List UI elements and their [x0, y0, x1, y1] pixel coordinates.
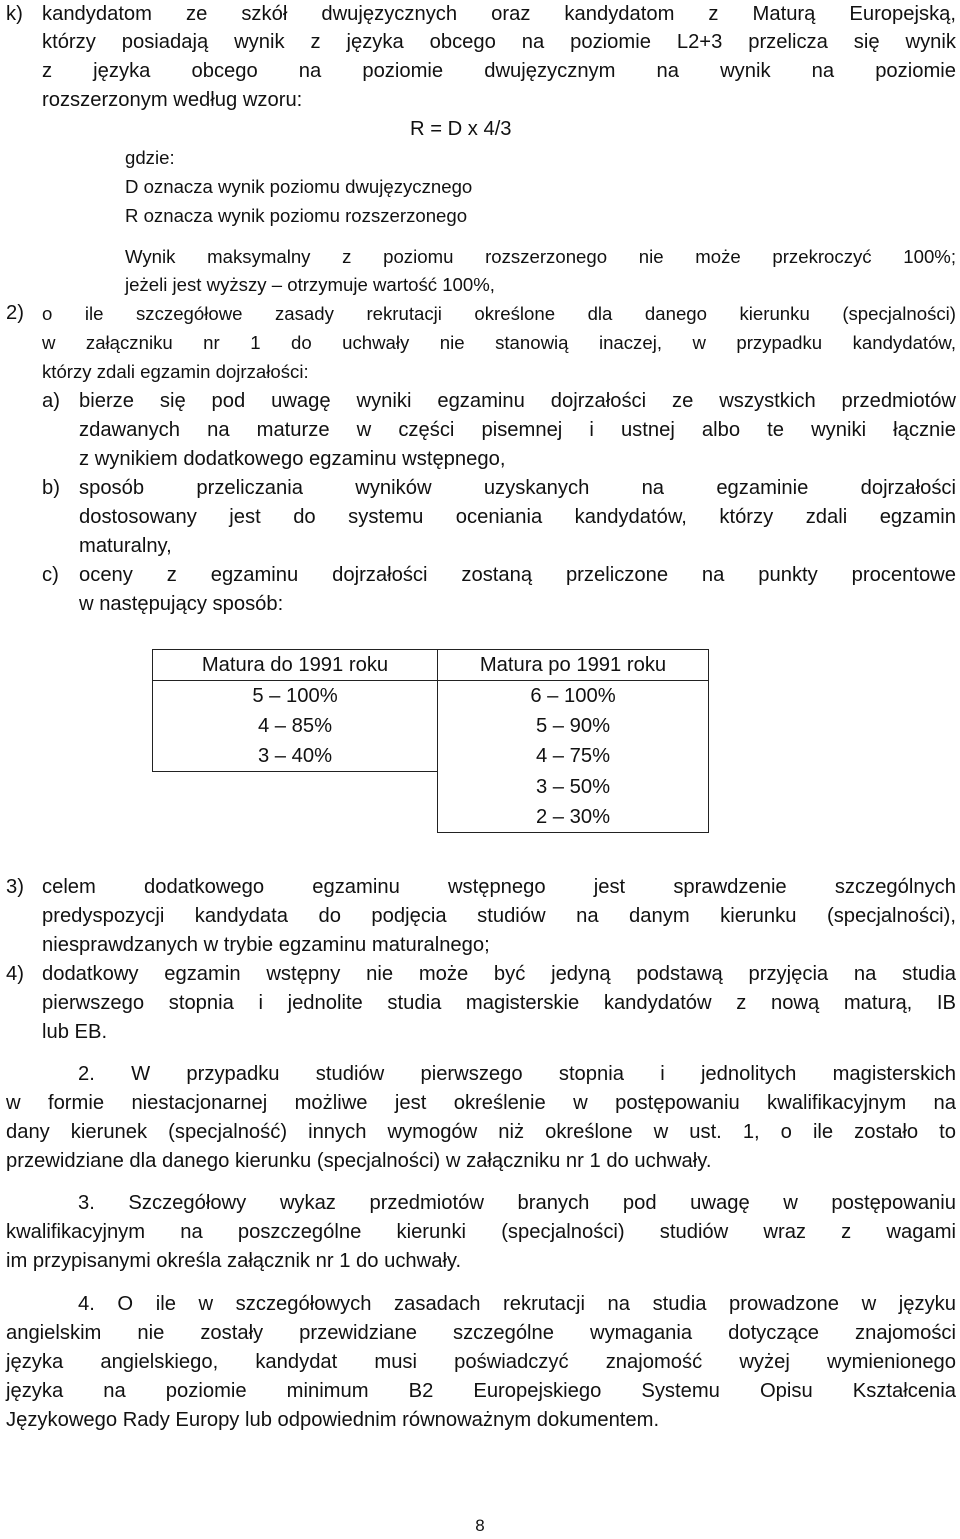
- table-header-row: [153, 650, 709, 681]
- list-label-2: 2): [6, 302, 24, 324]
- text-line: w następujący sposób:: [79, 593, 284, 615]
- definition-r: R oznacza wynik poziomu rozszerzonego: [125, 205, 468, 226]
- text-line: celem dodatkowego egzaminu wstępnego jest sprawdzenie szczególnych: [42, 876, 956, 898]
- text-line: którzy zdali egzamin dojrzałości:: [42, 361, 309, 382]
- table-row: [153, 711, 709, 741]
- text-line: 2. W przypadku studiów pierwszego stopnia i jednolitych magisterskich: [78, 1063, 956, 1085]
- text-line: oceny z egzaminu dojrzałości zostaną przeliczone na punkty procentowe: [79, 564, 956, 586]
- table-cell: 4 – 75%: [438, 741, 709, 772]
- table-cell: 3 – 40%: [153, 741, 438, 772]
- text-line: maturalny,: [79, 535, 172, 557]
- text-line: Językowego Rady Europy lub odpowiednim równoważnym dokumentem.: [6, 1409, 660, 1431]
- text-line: Wynik maksymalny z poziomu rozszerzonego nie może przekroczyć 100%;: [125, 246, 956, 267]
- text-line: kandydatom ze szkół dwujęzycznych oraz kandydatom z Maturą Europejską,: [42, 3, 956, 25]
- text-line: przewidziane dla danego kierunku (specjalności) w załączniku nr 1 do uchwały.: [6, 1150, 712, 1172]
- list-label-a: a): [42, 390, 60, 412]
- table-row: [153, 741, 709, 772]
- table-cell: 5 – 90%: [438, 711, 709, 741]
- text-line: dodatkowy egzamin wstępny nie może być jedyną podstawą przyjęcia na studia: [42, 963, 956, 985]
- table-header-cell: Matura do 1991 roku: [153, 650, 438, 681]
- text-line: dany kierunek (specjalność) innych wymogów niż określone w ust. 1, o ile zostało to: [6, 1121, 956, 1143]
- gdzie-label: gdzie:: [125, 147, 175, 168]
- text-line: jeżeli jest wyższy – otrzymuje wartość 100%,: [125, 274, 495, 295]
- table-row: [153, 772, 709, 803]
- grade-conversion-table: [152, 649, 709, 833]
- definition-d: D oznacza wynik poziomu dwujęzycznego: [125, 176, 473, 197]
- text-line: lub EB.: [42, 1021, 108, 1043]
- list-label-b: b): [42, 477, 60, 499]
- text-line: sposób przeliczania wyników uzyskanych na egzaminie dojrzałości: [79, 477, 956, 499]
- list-label-3: 3): [6, 876, 24, 898]
- table-header-cell: Matura po 1991 roku: [438, 650, 709, 681]
- text-line: którzy posiadają wynik z języka obcego na poziomie L2+3 przelicza się wynik: [42, 31, 956, 53]
- table-cell: 5 – 100%: [153, 681, 438, 712]
- text-line: 4. O ile w szczegółowych zasadach rekrutacji na studia prowadzone w języku: [78, 1293, 956, 1315]
- text-line: niesprawdzanych w trybie egzaminu maturalnego;: [42, 934, 490, 956]
- table-cell: 2 – 30%: [438, 802, 709, 833]
- formula: R = D x 4/3: [410, 118, 512, 140]
- page-number: 8: [475, 1516, 485, 1535]
- text-line: bierze się pod uwagę wyniki egzaminu dojrzałości ze wszystkich przedmiotów: [79, 390, 956, 412]
- table-cell: 3 – 50%: [438, 772, 709, 803]
- table-cell: 4 – 85%: [153, 711, 438, 741]
- text-line: angielskim nie zostały przewidziane szczególne wymagania dotyczące znajomości: [6, 1322, 956, 1344]
- text-line: w załączniku nr 1 do uchwały nie stanowią inaczej, w przypadku kandydatów,: [42, 332, 956, 353]
- text-line: im przypisanymi określa załącznik nr 1 do uchwały.: [6, 1250, 462, 1272]
- text-line: predyspozycji kandydata do podjęcia studiów na danym kierunku (specjalności),: [42, 905, 956, 927]
- text-line: o ile szczegółowe zasady rekrutacji określone dla danego kierunku (specjalności): [42, 303, 956, 324]
- text-line: zdawanych na maturze w części pisemnej i ustnej albo te wyniki łącznie: [79, 419, 956, 441]
- text-line: dostosowany jest do systemu oceniania kandydatów, którzy zdali egzamin: [79, 506, 956, 528]
- table-cell-empty: [153, 772, 438, 803]
- text-line: kwalifikacyjnym na poszczególne kierunki (specjalności) studiów wraz z wagami: [6, 1221, 956, 1243]
- text-line: 3. Szczegółowy wykaz przedmiotów branych pod uwagę w postępowaniu: [78, 1192, 956, 1214]
- text-line: pierwszego stopnia i jednolite studia magisterskie kandydatów z nową maturą, IB: [42, 992, 956, 1014]
- table-row: [153, 681, 709, 712]
- list-label-c: c): [42, 564, 59, 586]
- table-cell: 6 – 100%: [438, 681, 709, 712]
- text-line: w formie niestacjonarnej możliwe jest określenie w postępowaniu kwalifikacyjnym na: [6, 1092, 956, 1114]
- text-line: z języka obcego na poziomie dwujęzycznym na wynik na poziomie: [42, 60, 956, 82]
- text-line: języka angielskiego, kandydat musi poświadczyć znajomość wyżej wymienionego: [6, 1351, 956, 1373]
- list-label-4: 4): [6, 963, 24, 985]
- text-line: języka na poziomie minimum B2 Europejskiego Systemu Opisu Kształcenia: [6, 1380, 956, 1402]
- list-label-k: k): [6, 3, 23, 25]
- table-cell-empty: [153, 802, 438, 833]
- text-line: rozszerzonym według wzoru:: [42, 89, 303, 111]
- table-row: [153, 802, 709, 833]
- text-line: z wynikiem dodatkowego egzaminu wstępnego,: [79, 448, 506, 470]
